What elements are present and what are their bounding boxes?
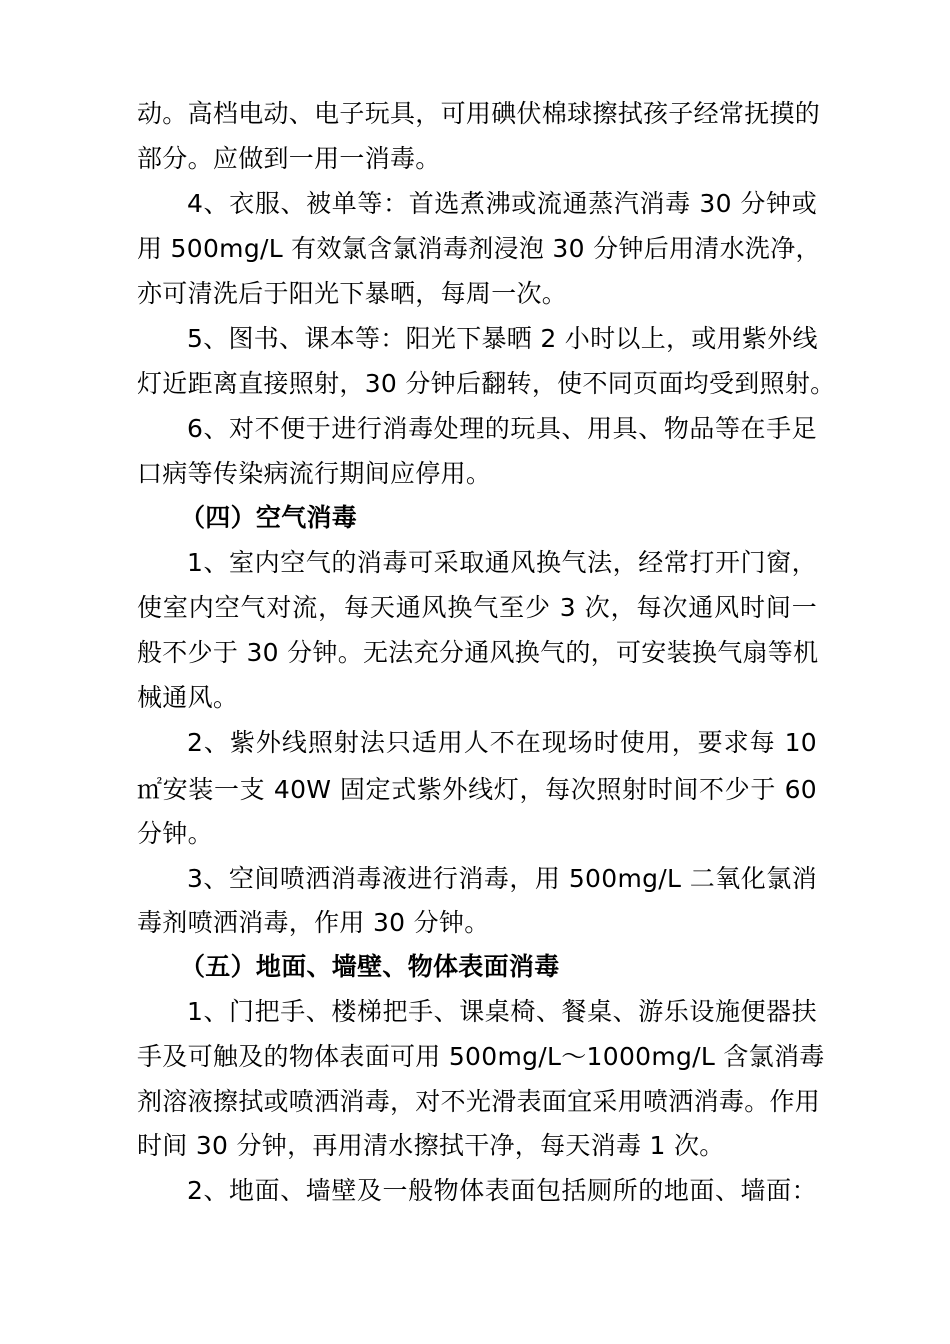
body-line: 1、门把手、楼梯把手、课桌椅、餐桌、游乐设施便器扶: [187, 997, 817, 1026]
section-heading: （五）地面、墙壁、物体表面消毒: [180, 952, 560, 981]
body-line: 部分。应做到一用一消毒。: [137, 144, 441, 173]
body-line: 毒剂喷洒消毒，作用 30 分钟。: [137, 908, 490, 937]
body-line: 械通风。: [137, 683, 239, 712]
body-line: 剂溶液擦拭或喷洒消毒，对不光滑表面宜采用喷洒消毒。作用: [137, 1087, 821, 1116]
body-line: 2、紫外线照射法只适用人不在现场时使用，要求每 10: [187, 728, 817, 757]
body-line: 般不少于 30 分钟。无法充分通风换气的，可安装换气扇等机: [137, 638, 819, 667]
body-line: 1、室内空气的消毒可采取通风换气法，经常打开门窗，: [187, 548, 817, 577]
body-line: 2、地面、墙壁及一般物体表面包括厕所的地面、墙面：: [187, 1176, 817, 1205]
body-line: 亦可清洗后于阳光下暴晒，每周一次。: [137, 279, 568, 308]
body-line: 3、空间喷洒消毒液进行消毒，用 500mg/L 二氧化氯消: [187, 864, 817, 893]
body-line: 5、图书、课本等：阳光下暴晒 2 小时以上，或用紫外线: [187, 324, 818, 353]
body-line: 动。高档电动、电子玩具，可用碘伏棉球擦拭孩子经常抚摸的: [137, 99, 821, 128]
body-line: 用 500mg/L 有效氯含氯消毒剂浸泡 30 分钟后用清水洗净，: [137, 234, 821, 263]
body-line: 灯近距离直接照射，30 分钟后翻转，使不同页面均受到照射。: [137, 369, 836, 398]
body-line: 手及可触及的物体表面可用 500mg/L～1000mg/L 含氯消毒: [137, 1042, 825, 1071]
body-line: 口病等传染病流行期间应停用。: [137, 459, 492, 488]
body-line: 4、衣服、被单等：首选煮沸或流通蒸汽消毒 30 分钟或: [187, 189, 817, 218]
body-line: 使室内空气对流，每天通风换气至少 3 次，每次通风时间一: [137, 593, 817, 622]
body-line: ㎡安装一支 40W 固定式紫外线灯，每次照射时间不少于 60: [137, 775, 817, 804]
body-line: 6、对不便于进行消毒处理的玩具、用具、物品等在手足: [187, 414, 817, 443]
body-line: 分钟。: [137, 819, 213, 848]
body-line: 时间 30 分钟，再用清水擦拭干净，每天消毒 1 次。: [137, 1131, 725, 1160]
section-heading: （四）空气消毒: [180, 503, 358, 532]
